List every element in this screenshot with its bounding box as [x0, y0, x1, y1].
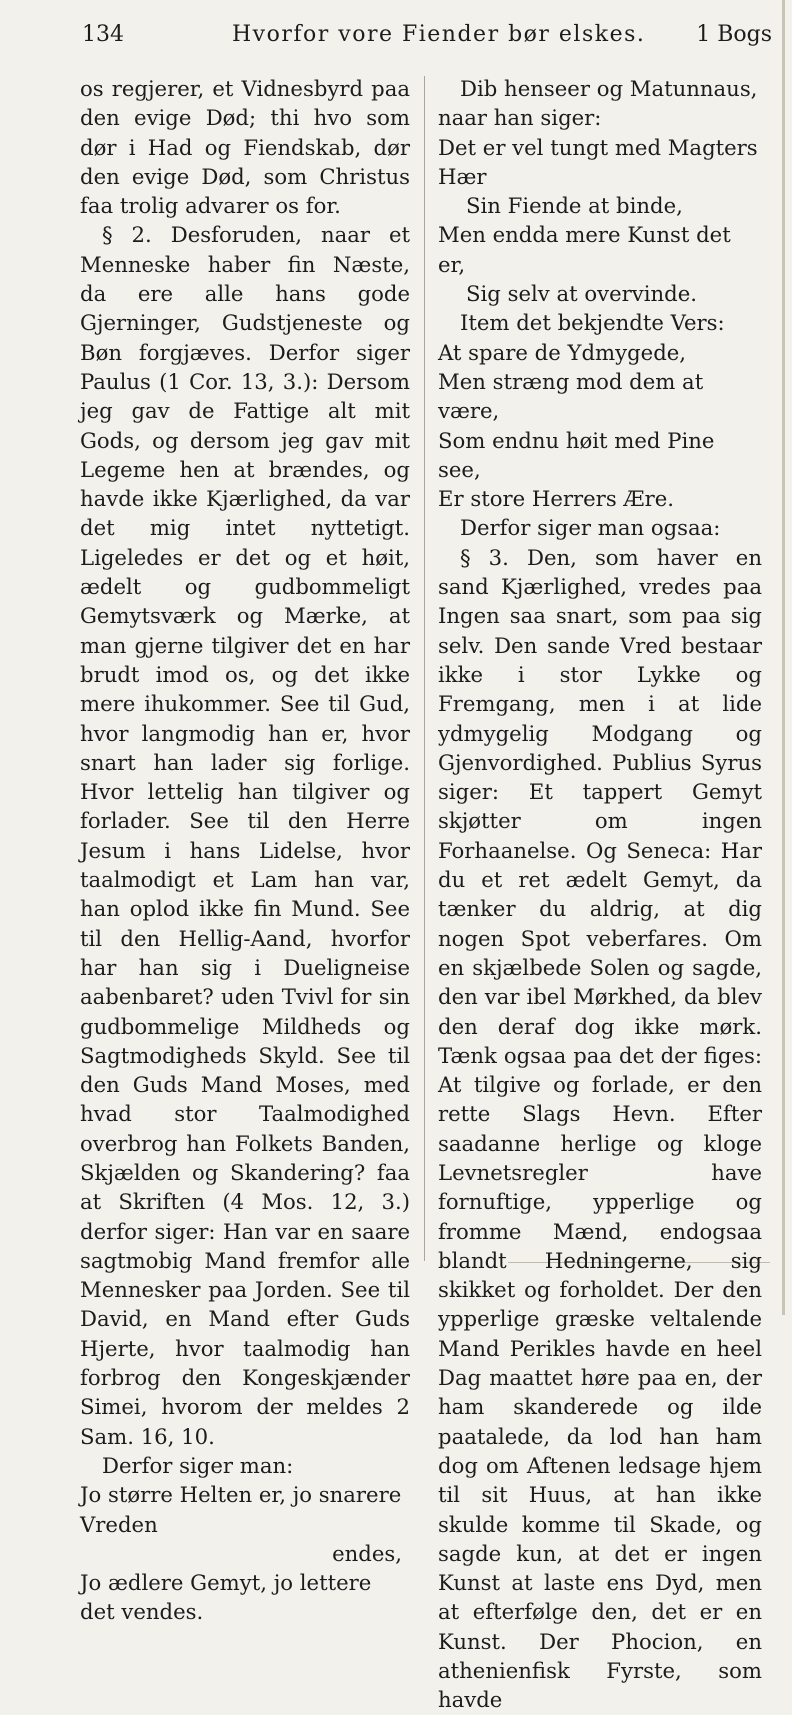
left-paragraph-3: Derfor siger man:	[102, 1452, 294, 1478]
right-verse-1-line-2: Sin Fiende at binde,	[466, 193, 683, 219]
right-line-derfor: Derfor siger man ogsaa:	[460, 515, 721, 541]
signature-mark: 1 Bogs	[696, 22, 772, 47]
right-verse-2	[438, 338, 762, 514]
page-header	[72, 18, 772, 52]
right-verse-1-line-4: Sig selv at overvinde.	[466, 281, 697, 307]
left-column	[80, 74, 410, 1627]
left-verse-line-2: endes,	[332, 1540, 402, 1566]
left-paragraph-1: os regjerer, et Vidnesbyrd paa den evige Død; thi hvo som dør i Had og Fiendskab, dør den evige Død, som Christus faa trolig advarer os for.	[80, 76, 410, 219]
left-verse	[80, 1480, 410, 1626]
right-column	[438, 74, 762, 1715]
right-line-item-vers: Item det bekjendte Vers:	[460, 310, 725, 336]
right-verse-1	[438, 133, 762, 309]
right-verse-2-line-2: Men stræng mod dem at være,	[438, 368, 704, 424]
right-verse-2-line-1: At spare de Ydmygede,	[438, 339, 687, 365]
column-divider	[424, 76, 425, 1261]
page-edge	[782, 0, 785, 1315]
page-number: 134	[82, 22, 124, 47]
right-paragraph-3: § 3. Den, som haver en sand Kjærlighed, vredes paa Ingen saa snart, som paa sig selv. Den sande Vred bestaar ikke i stor Lykke og Fremgang, men i at lide ydmygelig Modgang og Gjenvordighed. Publius Syrus siger: Et tappert Gemyt skjøtter om ingen Forhaanelse. Og Seneca: Har du et ret ædelt Gemyt, da tænker du aldrig, at dig nogen Spot veberfares. Om en skjælbede Solen og sagde, den var ibel Mørkhed, da blev den deraf dog ikke mørk. Tænk ogsaa paa det der figes: At tilgive og forlade, er den rette Slags Hevn. Efter saadanne herlige og kloge Levnetsregler have fornuftige, ypperlige og fromme Mænd, endogsaa blandt Hedningerne, sig skikket og forholdet. Der den ypperlige græske veltalende Mand Perikles havde en heel Dag maattet høre paa en, der ham skanderede og ilde paatalede, da lod han ham dog om Aftenen ledsage hjem til sit Huus, at han ikke skulde komme til Skade, og sagde kun, at det er ingen Kunst at laste ens Dyd, men at efterfølge den, det er en Kunst. Der Phocion, en athenienfisk Fyrste, som havde	[438, 544, 762, 1713]
right-verse-2-line-3: Som endnu høit med Pine see,	[438, 427, 715, 482]
left-paragraph-2: § 2. Desforuden, naar et Menneske haber fin Næste, da ere alle hans gode Gjerninger, Gudstjeneste og Bøn forgjæves. Derfor siger Paulus (1 Cor. 13, 3.): Dersom jeg gav de Fattige alt mit Gods, og dersom jeg gav mit Legeme hen at brændes, og havde ikke Kjærlighed, da var det mig intet nyttetigt. Ligeledes er det og et høit, ædelt og gudbommeligt Gemytsværk og Mærke, at man gjerne tilgiver det en har brudt imod os, og det ikke mere ihukommer. See til Gud, hvor langmodig han er, hvor snart han lader sig forlige. Hvor lettelig han tilgiver og forlader. See til den Herre Jesum i hans Lidelse, hvor taalmodigt et Lam han var, han oplod ikke fin Mund. See til den Hellig-Aand, hvorfor har han sig i Dueligneise aabenbaret? uden Tvivl for sin gudbommelige Mildheds og Sagtmodigheds Skyld. See til den Guds Mand Moses, med hvad stor Taalmodighed overbrog han Folkets Banden, Skjælden og Skandering? faa at Skriften (4 Mos. 12, 3.) derfor siger: Han var en saare sagtmobig Mand fremfor alle Mennesker paa Jorden. See til David, en Mand efter Guds Hjerte, hvor taalmodig han forbrog den Kongeskjænder Simei, hvorom der meldes 2 Sam. 16, 10.	[80, 222, 410, 1449]
left-verse-line-1: Jo større Helten er, jo snarere Vreden	[80, 1482, 402, 1537]
right-verse-1-line-1: Det er vel tungt med Magters Hær	[438, 134, 758, 189]
right-verse-1-line-3: Men endda mere Kunst det er,	[438, 222, 731, 277]
running-head: Hvorfor vore Fiender bør elskes.	[232, 22, 646, 47]
right-verse-2-line-4: Er store Herrers Ære.	[438, 486, 675, 512]
right-intro-line-1: Dib henseer og Matunnaus,	[460, 76, 758, 101]
left-verse-line-3: Jo ædlere Gemyt, jo lettere det vendes.	[80, 1570, 372, 1625]
right-intro-line-2: naar han siger:	[438, 105, 602, 131]
